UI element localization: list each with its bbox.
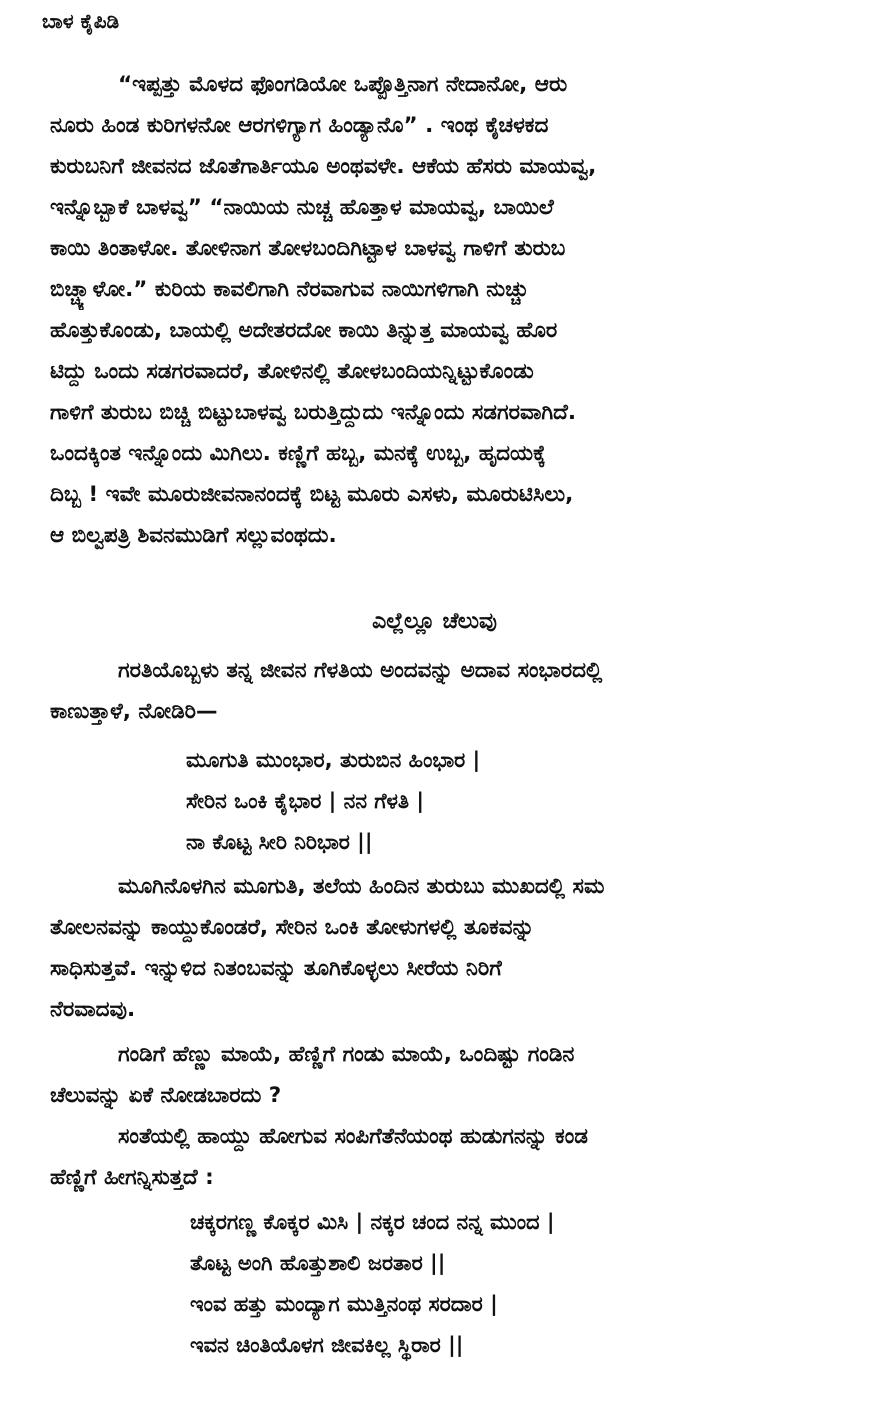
- text-line: ಹೊತ್ತುಕೊಂಡು, ಬಾಯಲ್ಲಿ ಅದೇತರದೋ ಕಾಯಿ ತಿನ್ನುತ್ತ ಮಾಯವ್ವ ಹೊರ: [50, 318, 558, 343]
- text-line: ಕುರುಬನಿಗೆ ಜೀವನದ ಜೊತೆಗಾರ್ತಿಯೂ ಅಂಥವಳೇ. ಆಕೆಯ ಹೆಸರು ಮಾಯವ್ವ,: [50, 154, 597, 179]
- paragraph-question: [50, 1034, 835, 1116]
- text-line: ದಿಬ್ಬ ! ಇವೇ ಮೂರುಜೀವನಾನಂದಕ್ಕೆ ಬಿಟ್ಟ ಮೂರು ಎಸಳು, ಮೂರುಟಿಸಿಲು,: [50, 482, 574, 507]
- text-line: ಬಿಚ್ಚ್ಯಾಳೋ.” ಕುರಿಯ ಕಾವಲಿಗಾಗಿ ನೆರವಾಗುವ ನಾಯಿಗಳಿಗಾಗಿ ನುಚ್ಚು: [50, 277, 529, 302]
- text-line: ಸಂತೆಯಲ್ಲಿ ಹಾಯ್ದು ಹೋಗುವ ಸಂಪಿಗೆತೆನೆಯಂಥ ಹುಡುಗನನ್ನು ಕಂಡ: [118, 1124, 588, 1149]
- text-line: ಗರತಿಯೊಬ್ಬಳು ತನ್ನ ಜೀವನ ಗೆಳತಿಯ ಅಂದವನ್ನು ಅದಾವ ಸಂಭಾರದಲ್ಲಿ: [118, 658, 603, 683]
- text-line: ಚೆಲುವನ್ನು ಏಕೆ ನೋಡಬಾರದು ?: [50, 1083, 282, 1108]
- text-line: ಮೂಗಿನೊಳಗಿನ ಮೂಗುತಿ, ತಲೆಯ ಹಿಂದಿನ ತುರುಬು ಮುಖದಲ್ಲಿ ಸಮ: [118, 874, 605, 899]
- text-line: ಗಂಡಿಗೆ ಹೆಣ್ಣು ಮಾಯೆ, ಹೆಣ್ಣಿಗೆ ಗಂಡು ಮಾಯೆ, ಒಂದಿಷ್ಟು ಗಂಡಿನ: [118, 1042, 575, 1067]
- verse-line: ಚಕ್ಕರಗಣ್ಣ ಕೊಕ್ಕರ ಮಿಸಿ | ನಕ್ಕರ ಚಂದ ನನ್ನ ಮುಂದ |: [190, 1210, 555, 1234]
- text-line: ಗಾಳಿಗೆ ತುರುಬ ಬಿಚ್ಚಿ ಬಿಟ್ಟುಬಾಳವ್ವ ಬರುತ್ತಿದ್ದುದು ಇನ್ನೊಂದು ಸಡಗರವಾಗಿದೆ.: [50, 400, 577, 425]
- paragraph-explanation: [50, 866, 835, 1030]
- verse-block-2: [190, 1202, 555, 1366]
- text-line: ಒಂದಕ್ಕಿಂತ ಇನ್ನೊಂದು ಮಿಗಿಲು. ಕಣ್ಣಿಗೆ ಹಬ್ಬ, ಮನಕ್ಕೆ ಉಬ್ಬ, ಹೃದಯಕ್ಕೆ: [50, 441, 546, 466]
- text-line: ಸಾಧಿಸುತ್ತವೆ. ಇನ್ನುಳಿದ ನಿತಂಬವನ್ನು ತೂಗಿಕೊಳ್ಳಲು ಸೀರೆಯ ನಿರಿಗೆ: [50, 956, 502, 981]
- text-line: ನೆರವಾದವು.: [50, 997, 136, 1022]
- running-head: ಬಾಳ ಕೈಪಿಡಿ: [42, 9, 120, 33]
- paragraph-garati: [50, 650, 835, 732]
- verse-line: ಮೂಗುತಿ ಮುಂಭಾರ, ತುರುಬಿನ ಹಿಂಭಾರ |: [186, 748, 481, 772]
- text-line: ಇನ್ನೊಬ್ಬಾಕೆ ಬಾಳವ್ವ” “ನಾಯಿಯ ನುಚ್ಚ ಹೊತ್ತಾಳ ಮಾಯವ್ವ, ಬಾಯಿಲೆ: [50, 195, 554, 220]
- text-line: ತೋಲನವನ್ನು ಕಾಯ್ದುಕೊಂಡರೆ, ಸೇರಿನ ಒಂಕಿ ತೋಳುಗಳಲ್ಲಿ ತೂಕವನ್ನು: [50, 915, 535, 940]
- text-line: ಟಿದ್ದು ಒಂದು ಸಡಗರವಾದರೆ, ತೋಳಿನಲ್ಲಿ ತೋಳಬಂದಿಯನ್ನಿಟ್ಟುಕೊಂಡು: [50, 359, 534, 384]
- text-line: ಕಾಣುತ್ತಾಳೆ, ನೋಡಿರಿ—: [50, 699, 218, 724]
- text-line: ಆ ಬಿಲ್ವಪತ್ರಿ ಶಿವನಮುಡಿಗೆ ಸಲ್ಲುವಂಥದು.: [50, 523, 337, 548]
- paragraph-intro: [50, 64, 835, 556]
- text-line: “ಇಪ್ಪತ್ತು ಮೊಳದ ಫೊಂಗಡಿಯೋ ಒಪ್ಪೊತ್ತಿನಾಗ ನೇದಾನೋ, ಆರು: [118, 72, 568, 97]
- verse-line: ಇವನ ಚಿಂತಿಯೊಳಗ ಜೀವಕಿಲ್ಲ ಸ್ಥಿರಾರ ||: [190, 1333, 464, 1357]
- section-title: ಎಲ್ಲೆಲ್ಲೂ ಚೆಲುವು: [372, 609, 497, 634]
- verse-line: ಇಂವ ಹತ್ತು ಮಂದ್ಯಾಗ ಮುತ್ತಿನಂಥ ಸರದಾರ |: [190, 1292, 498, 1316]
- text-line: ಹೆಣ್ಣಿಗೆ ಹೀಗನ್ನಿಸುತ್ತದೆ :: [50, 1165, 214, 1190]
- text-line: ಕಾಯಿ ತಿಂತಾಳೋ. ತೋಳಿನಾಗ ತೋಳಬಂದಿಗಿಟ್ಟಾಳ ಬಾಳವ್ವ ಗಾಳಿಗೆ ತುರುಬ: [50, 236, 566, 261]
- verse-block-1: [186, 740, 480, 863]
- paragraph-sante: [50, 1116, 835, 1198]
- verse-line: ಸೇರಿನ ಒಂಕಿ ಕೈಭಾರ | ನನ ಗೆಳತಿ |: [186, 789, 425, 813]
- text-line: ನೂರು ಹಿಂಡ ಕುರಿಗಳನೋ ಆರಗಳಿಗ್ಯಾಗ ಹಿಂಡ್ಯಾನೊ” . ಇಂಥ ಕೈಚಳಕದ: [50, 113, 549, 138]
- verse-line: ನಾ ಕೊಟ್ಟ ಸೀರಿ ನಿರಿಭಾರ ||: [186, 830, 373, 854]
- verse-line: ತೊಟ್ಟ ಅಂಗಿ ಹೊತ್ತುಶಾಲಿ ಜರತಾರ ||: [190, 1251, 446, 1275]
